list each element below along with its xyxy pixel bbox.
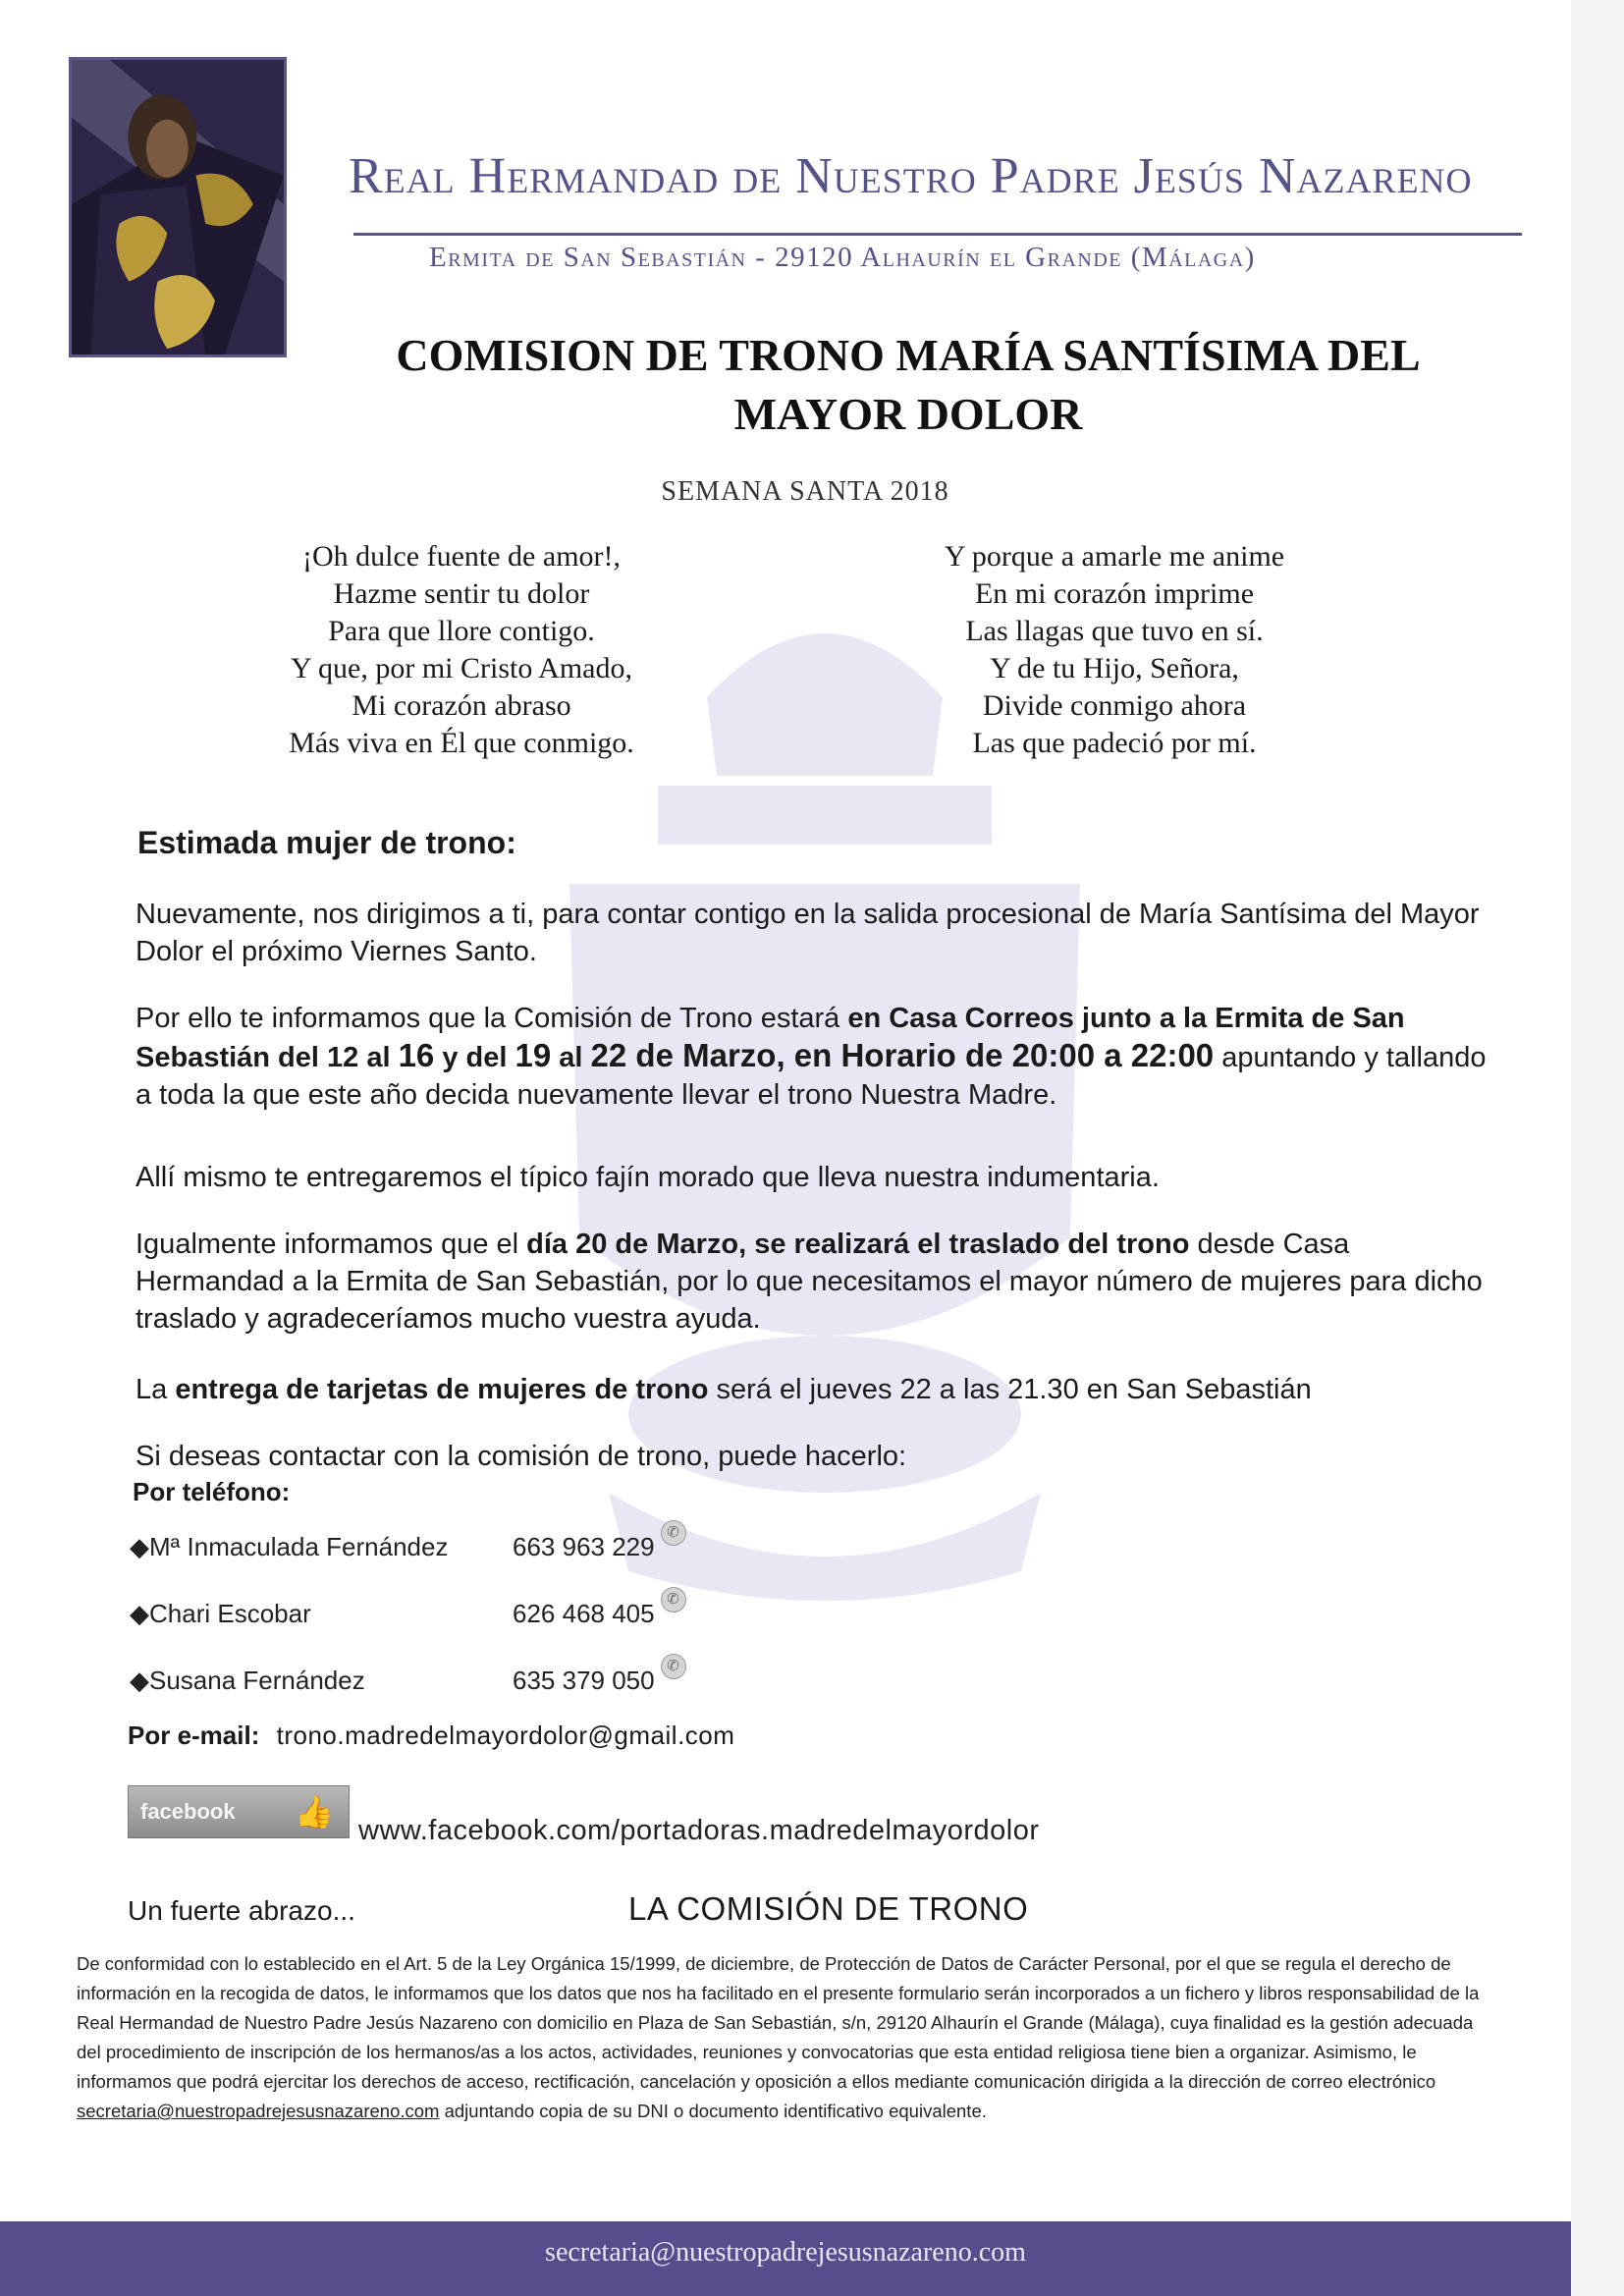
contact-phone[interactable]: 626 468 405 [513, 1599, 655, 1628]
facebook-badge[interactable]: facebook [128, 1785, 350, 1838]
closing-farewell: Un fuerte abrazo... [128, 1895, 355, 1926]
phone-label: Por teléfono: [133, 1477, 291, 1506]
poem-line: ¡Oh dulce fuente de amor!, [301, 540, 622, 573]
thumbs-up-icon: 👍 [295, 1794, 334, 1830]
diamond-icon: ◆ [130, 1599, 149, 1628]
paragraph-contact-intro: Si deseas contactar con la comisión de trono, puede hacerlo: [135, 1441, 907, 1472]
legal-notice: De conformidad con lo establecido en el Art. 5 de la Ley Orgánica 15/1999, de diciembre, de Protección de Datos de Carácter Personal, por el que se regula el derecho de información en la recogida de datos, le informamos que los datos que nos ha facilitado en el presente formulario serán incorporados a un fichero y libros responsabilidad de la Real Hermandad de Nuestro Padre Jesús Nazareno con domicilio en Plaza de San Sebastián, s/n, 29120 Alhaurín el Grande (Málaga), cuya finalidad es la gestión adecuada del procedimiento de inscripción de los hermanos/as a los actos, actividades, reuniones y convocatorias que esta entidad religiosa tiene bien a organizar. Asimismo, le informamos que podrá ejercitar los derechos de acceso, rectificación, cancelación y oposición a ellos mediante comunicación dirigida a la dirección de correo electrónico secretaria@nuestropadrejesusnazareno.com adjuntando copia de su DNI o documento identificativo equivalente. [77, 1953, 1480, 2121]
poem-line: Hazme sentir tu dolor [333, 577, 590, 610]
email-row [128, 1721, 734, 1751]
title-line-2: MAYOR DOLOR [733, 389, 1083, 439]
paragraph-cards: La entrega de tarjetas de mujeres de trono será el jueves 22 a las 21.30 en San Sebastián [135, 1374, 1312, 1405]
nazareno-photo [69, 57, 287, 357]
poem-line: Las que padeció por mí. [972, 727, 1257, 759]
whatsapp-icon: ✆ [661, 1587, 686, 1613]
poem-line: Divide conmigo ahora [982, 689, 1247, 722]
signature: LA COMISIÓN DE TRONO [628, 1890, 1029, 1927]
poem-line: Y de tu Hijo, Señora, [990, 652, 1239, 684]
poem-right-stanza [839, 538, 1389, 762]
contact-email-link[interactable]: trono.madredelmayordolor@gmail.com [276, 1721, 735, 1750]
contact-phone[interactable]: 663 963 229 [513, 1532, 655, 1561]
email-label: Por e-mail: [128, 1721, 260, 1750]
brotherhood-name: Real Hermandad de Nuestro Padre Jesús Nazareno [349, 148, 1473, 204]
contact-row [130, 1591, 686, 1629]
paragraph-intro: Nuevamente, nos dirigimos a ti, para contar contigo en la salida procesional de María Santísima del Mayor Dolor el próximo Viernes Santo. [135, 899, 1480, 967]
address-line: Ermita de San Sebastián - 29120 Alhaurín el Grande (Málaga) [429, 242, 1256, 273]
whatsapp-icon: ✆ [661, 1654, 686, 1679]
diamond-icon: ◆ [130, 1532, 149, 1561]
poem-line: Más viva en Él que conmigo. [289, 727, 634, 759]
poem-left-stanza [187, 538, 736, 762]
paragraph-sash: Allí mismo te entregaremos el típico fajín morado que lleva nuestra indumentaria. [135, 1162, 1160, 1193]
poem-line: Y que, por mi Cristo Amado, [290, 652, 633, 684]
paragraph-schedule: Por ello te informamos que la Comisión de Trono estará en Casa Correos junto a la Ermita de San Sebastián del 12 al 16 y del 19 al 22 de Marzo, en Horario de 20:00 a 22:00 apuntando y tallando a toda la que este año decida nuevamente llevar el trono Nuestra Madre. [135, 1003, 1487, 1111]
commission-title [285, 326, 1532, 444]
poem-line: Mi corazón abraso [352, 689, 571, 722]
page-edge [1571, 0, 1624, 2296]
whatsapp-icon: ✆ [661, 1520, 686, 1546]
contact-name: Chari Escobar [149, 1599, 311, 1628]
event-subtitle: SEMANA SANTA 2018 [661, 476, 949, 507]
contact-phone[interactable]: 635 379 050 [513, 1666, 655, 1695]
poem-line: Las llagas que tuvo en sí. [965, 615, 1264, 647]
contact-row [130, 1524, 686, 1562]
header-divider [353, 233, 1522, 236]
secretary-email-link[interactable]: secretaria@nuestropadrejesusnazareno.com [77, 2101, 440, 2121]
letter-greeting: Estimada mujer de trono: [137, 825, 516, 860]
title-line-1: COMISION DE TRONO MARÍA SANTÍSIMA DEL [396, 330, 1421, 380]
poem-line: Y porque a amarle me anime [944, 540, 1285, 573]
diamond-icon: ◆ [130, 1666, 149, 1695]
footer-email[interactable]: secretaria@nuestropadrejesusnazareno.com [545, 2237, 1026, 2268]
poem-line: Para que llore contigo. [328, 615, 595, 647]
paragraph-transfer: Igualmente informamos que el día 20 de Marzo, se realizará el traslado del trono desde Casa Hermandad a la Ermita de San Sebastián, por lo que necesitamos el mayor número de mujeres para dicho traslado y agradeceríamos mucho vuestra ayuda. [135, 1229, 1483, 1335]
contact-name: Susana Fernández [149, 1666, 365, 1695]
facebook-url-link[interactable]: www.facebook.com/portadoras.madredelmayordolor [358, 1815, 1040, 1846]
contact-name: Mª Inmaculada Fernández [149, 1532, 449, 1561]
contact-row [130, 1658, 686, 1696]
poem-line: En mi corazón imprime [974, 577, 1255, 610]
